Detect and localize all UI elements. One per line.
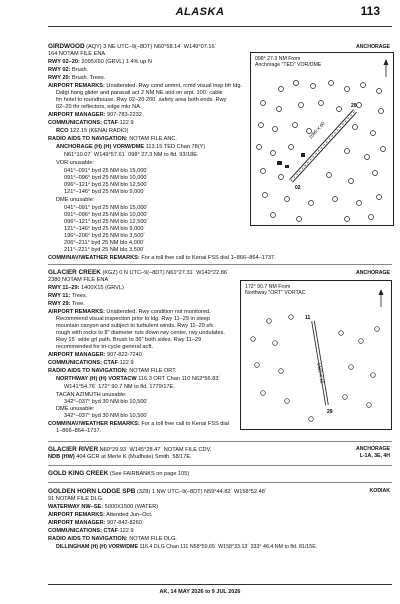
comm-nav-weather-remarks: COMM/NAV/WEATHER REMARKS: For a toll free call to Kenai FSS dial xyxy=(48,421,230,427)
unusable-sector: 121°–146° byd 25 NM blo 9,000´ xyxy=(64,226,146,232)
runway-end-line: RWY 02: Brush. xyxy=(48,67,89,73)
airport-manager: AIRPORT MANAGER: 907-783-2232 xyxy=(48,112,142,118)
glacier-creek-airport-diagram xyxy=(240,280,392,430)
runway-number-02: 02 xyxy=(295,185,301,191)
airport-name: GOLDEN HORN LODGE SPB xyxy=(48,488,136,495)
airport-header-line: GLACIER CREEK (KGZ) 0 N UTC–9(–8DT) N61°27.31´ W142°22.86´ xyxy=(48,269,229,276)
airport-header-line: GOLDEN HORN LODGE SPB (3Z8) 1 NW UTC–9(–8DT) N59°44.82´ W158°52.48´ xyxy=(48,488,267,495)
radio-aids: RADIO AIDS TO NAVIGATION: NOTAM FILE ORT. xyxy=(48,368,177,374)
gold-king-creek-entry xyxy=(48,470,189,478)
remarks-text: rough with rocks to 8" diameter ruts down rwy center, rwy undulates. xyxy=(56,330,225,336)
remarks-text: recommended for tri-cycle general acft. xyxy=(56,344,153,350)
north-arrow xyxy=(379,289,384,307)
remarks-text: 02–20 thr reflectors, edge mkr NA. xyxy=(56,104,142,110)
comm-nav-weather-remarks: COMM/NAV/WEATHER REMARKS: For a toll free call to Kenai FSS dial 1–866–864–1737. xyxy=(48,255,276,261)
unusable-heading: DME unusable: xyxy=(56,406,95,412)
runway-dimension-label: 2095 X 60 xyxy=(308,120,326,140)
airport-diagram-drawing xyxy=(241,281,391,429)
runway-dimension-label: 1400 X 15 xyxy=(316,362,325,384)
ndb-line: NDB (HW) 404 GCR at Merle K (Mudhole) Smith. 58/17E. xyxy=(48,454,192,460)
runway-02-20 xyxy=(291,111,355,181)
cross-reference[interactable]: (See FAIRBANKS on page 105) xyxy=(108,471,190,477)
section-divider xyxy=(48,264,392,265)
runway-number-20: 20 xyxy=(351,103,357,109)
radio-aids: RADIO AIDS TO NAVIGATION: NOTAM FILE ANC. xyxy=(48,136,177,142)
airport-header-line: GIRDWOOD (AQY) 3 NE UTC–9(–8DT) N60°58.14´ W149°07.16´ xyxy=(48,43,217,50)
buildings xyxy=(277,153,305,168)
navaid-line: DILLINGHAM (H) (H) VORW/DME 116.4 DLG Chan 111 N58°59.65´ W158°33.13´ 333° 46.4 NM to fld. 81/15E. xyxy=(56,544,318,550)
runway-line: RWY 02–20: 2095X60 (GRVL) 1.4% up N xyxy=(48,59,152,65)
elevation-notam: 164 NOTAM FILE ENA xyxy=(48,51,106,57)
effective-dates-footer: AK, 14 MAY 2026 to 9 JUL 2026 xyxy=(159,589,241,595)
runway-number-29: 29 xyxy=(327,409,333,415)
region-label: KODIAK xyxy=(369,488,390,494)
vortac-bearing-note: 172° 90.7 NM From Northway "ORT" VORTAC xyxy=(245,284,306,296)
unusable-heading: TACAN AZIMUTH unusable: xyxy=(56,392,127,398)
navaid-line: NORTHWAY (H) (H) VORTACW 116.3 ORT Chan 110 N62°56.83´ xyxy=(56,376,221,382)
unusable-sector: 342°–037° byd 30 NM blo 10,500´ xyxy=(64,413,149,419)
runway-end-line: RWY 20: Brush. Trees. xyxy=(48,75,106,81)
region-label: ANCHORAGE xyxy=(355,44,390,50)
elevation-notam: 2380 NOTAM FILE ENA xyxy=(48,277,109,283)
unusable-sector: 091°–096° byd 25 NM blo 10,000´ xyxy=(64,212,149,218)
remarks-text: Recommend visual inspection prior to ldg. Rwy 11–29 in steep xyxy=(56,316,211,322)
navaid-coords: N61°10.07´ W149°57.61´ 098° 27.3 NM to fld. 93/18E. xyxy=(64,152,199,158)
rco-line: RCO 122.15 (KENAI RADIO) xyxy=(56,128,129,134)
unusable-sector: 041°–091° byd 25 NM blo 15,000´ xyxy=(64,168,149,174)
section-divider xyxy=(48,441,392,442)
communications: COMMUNICATIONS: CTAF 122.9 xyxy=(48,360,134,366)
unusable-sector: 096°–121° byd 25 NM blo 12,500´ xyxy=(64,219,149,225)
waterway-line: WATERWAY NW–SE: 5000X1500 (WATER) xyxy=(48,504,159,510)
unusable-sector: 196°–206° byd 25 NM blo 3,500´ xyxy=(64,233,146,239)
unusable-sector: 342°–037° byd 30 NM blo 10,500´ xyxy=(64,399,149,405)
unusable-sector: 091°–096° byd 25 NM blo 10,000´ xyxy=(64,175,149,181)
unusable-sector: 206°–211° byd 25 NM blo 4,000´ xyxy=(64,240,145,246)
unusable-sector: 211°–221° byd 25 NM blo 3,500´ xyxy=(64,247,145,253)
remarks-text: mountain canyon and subject to turbulent winds. Rwy 11–29 sfc xyxy=(56,323,214,329)
airport-manager: AIRPORT MANAGER: 907-842-8260 xyxy=(48,520,142,526)
girdwood-airport-diagram xyxy=(250,52,394,226)
runway-number-11: 11 xyxy=(305,315,311,321)
airport-name: GOLD KING CREEK xyxy=(48,470,109,477)
navaid-name: GLACIER RIVER xyxy=(48,446,99,453)
unusable-sector: 121°–146° byd 25 NM blo 9,000´ xyxy=(64,189,146,195)
navaid-coords: W141°54.76´ 172° 90.7 NM to fld. 1779/17E. xyxy=(64,384,175,390)
navaid-line: ANCHORAGE (H) (H) VORW/DME 113.15 TED Chan 78(Y) xyxy=(56,144,206,150)
remarks-text: 1–866–864–1737. xyxy=(56,428,102,434)
footer-rule xyxy=(48,584,392,585)
header-rule xyxy=(48,26,392,27)
airport-name: GLACIER CREEK xyxy=(48,269,101,276)
runway-end-line: RWY 29: Tree. xyxy=(48,301,85,307)
airport-manager: AIRPORT MANAGER: 907-822-7240 xyxy=(48,352,142,358)
north-arrow xyxy=(384,59,389,77)
unusable-heading: DME unusable: xyxy=(56,197,95,203)
airport-diagram-drawing xyxy=(251,53,393,225)
communications: COMMUNICATIONS: CTAF 122.9 xyxy=(48,528,134,534)
vor-bearing-note: 098° 27.3 NM From Anchorage "TED" VOR/DME xyxy=(255,56,322,68)
page-header-title: ALASKA xyxy=(175,6,225,18)
radio-aids: RADIO AIDS TO NAVIGATION: NOTAM FILE DLG. xyxy=(48,536,177,542)
elevation-notam: 91 NOTAM FILE DLG xyxy=(48,496,102,502)
airport-remarks: AIRPORT REMARKS: Unattended. Rwy cond unmnt, rcmd visual insp bfr ldg. xyxy=(48,83,242,89)
airport-remarks: AIRPORT REMARKS: Attended Jun–Oct. xyxy=(48,512,153,518)
remarks-text: Dalgt hang glider and parasail act 2 NM NE and on arpt. 100´ cable xyxy=(56,90,223,96)
region-label: ANCHORAGE xyxy=(355,270,390,276)
runway-line: RWY 11–29: 1400X15 (GRVL) xyxy=(48,285,124,291)
unusable-sector: 096°–121° byd 25 NM blo 12,500´ xyxy=(64,182,149,188)
unusable-sector: 041°–091° byd 25 NM blo 15,000´ xyxy=(64,205,149,211)
page-number: 113 xyxy=(360,4,380,18)
region-label: ANCHORAGE xyxy=(355,446,390,452)
airport-remarks: AIRPORT REMARKS: Unattended. Rwy condition not monitored. xyxy=(48,309,211,315)
section-divider xyxy=(48,465,392,466)
runway-end-line: RWY 11: Trees. xyxy=(48,293,88,299)
airport-name: GIRDWOOD xyxy=(48,43,85,50)
communications: COMMUNICATIONS: CTAF 122.9 xyxy=(48,120,134,126)
remarks-text: fm hotel to roundhouse. Rwy 02–20 200´ safety area both ends. Rwy xyxy=(56,97,227,103)
navaid-header-line: GLACIER RIVER N60°29.93´ W145°28.47´ NOTAM FILE CDV. xyxy=(48,446,212,453)
section-divider xyxy=(48,482,392,483)
unusable-heading: VOR unusable: xyxy=(56,160,94,166)
chart-reference: L-1A, 3E, 4H xyxy=(359,453,390,459)
remarks-text: Rwy 15´ wide grl path. Brush to 36" both sides. Rwy 11–29 xyxy=(56,337,202,343)
